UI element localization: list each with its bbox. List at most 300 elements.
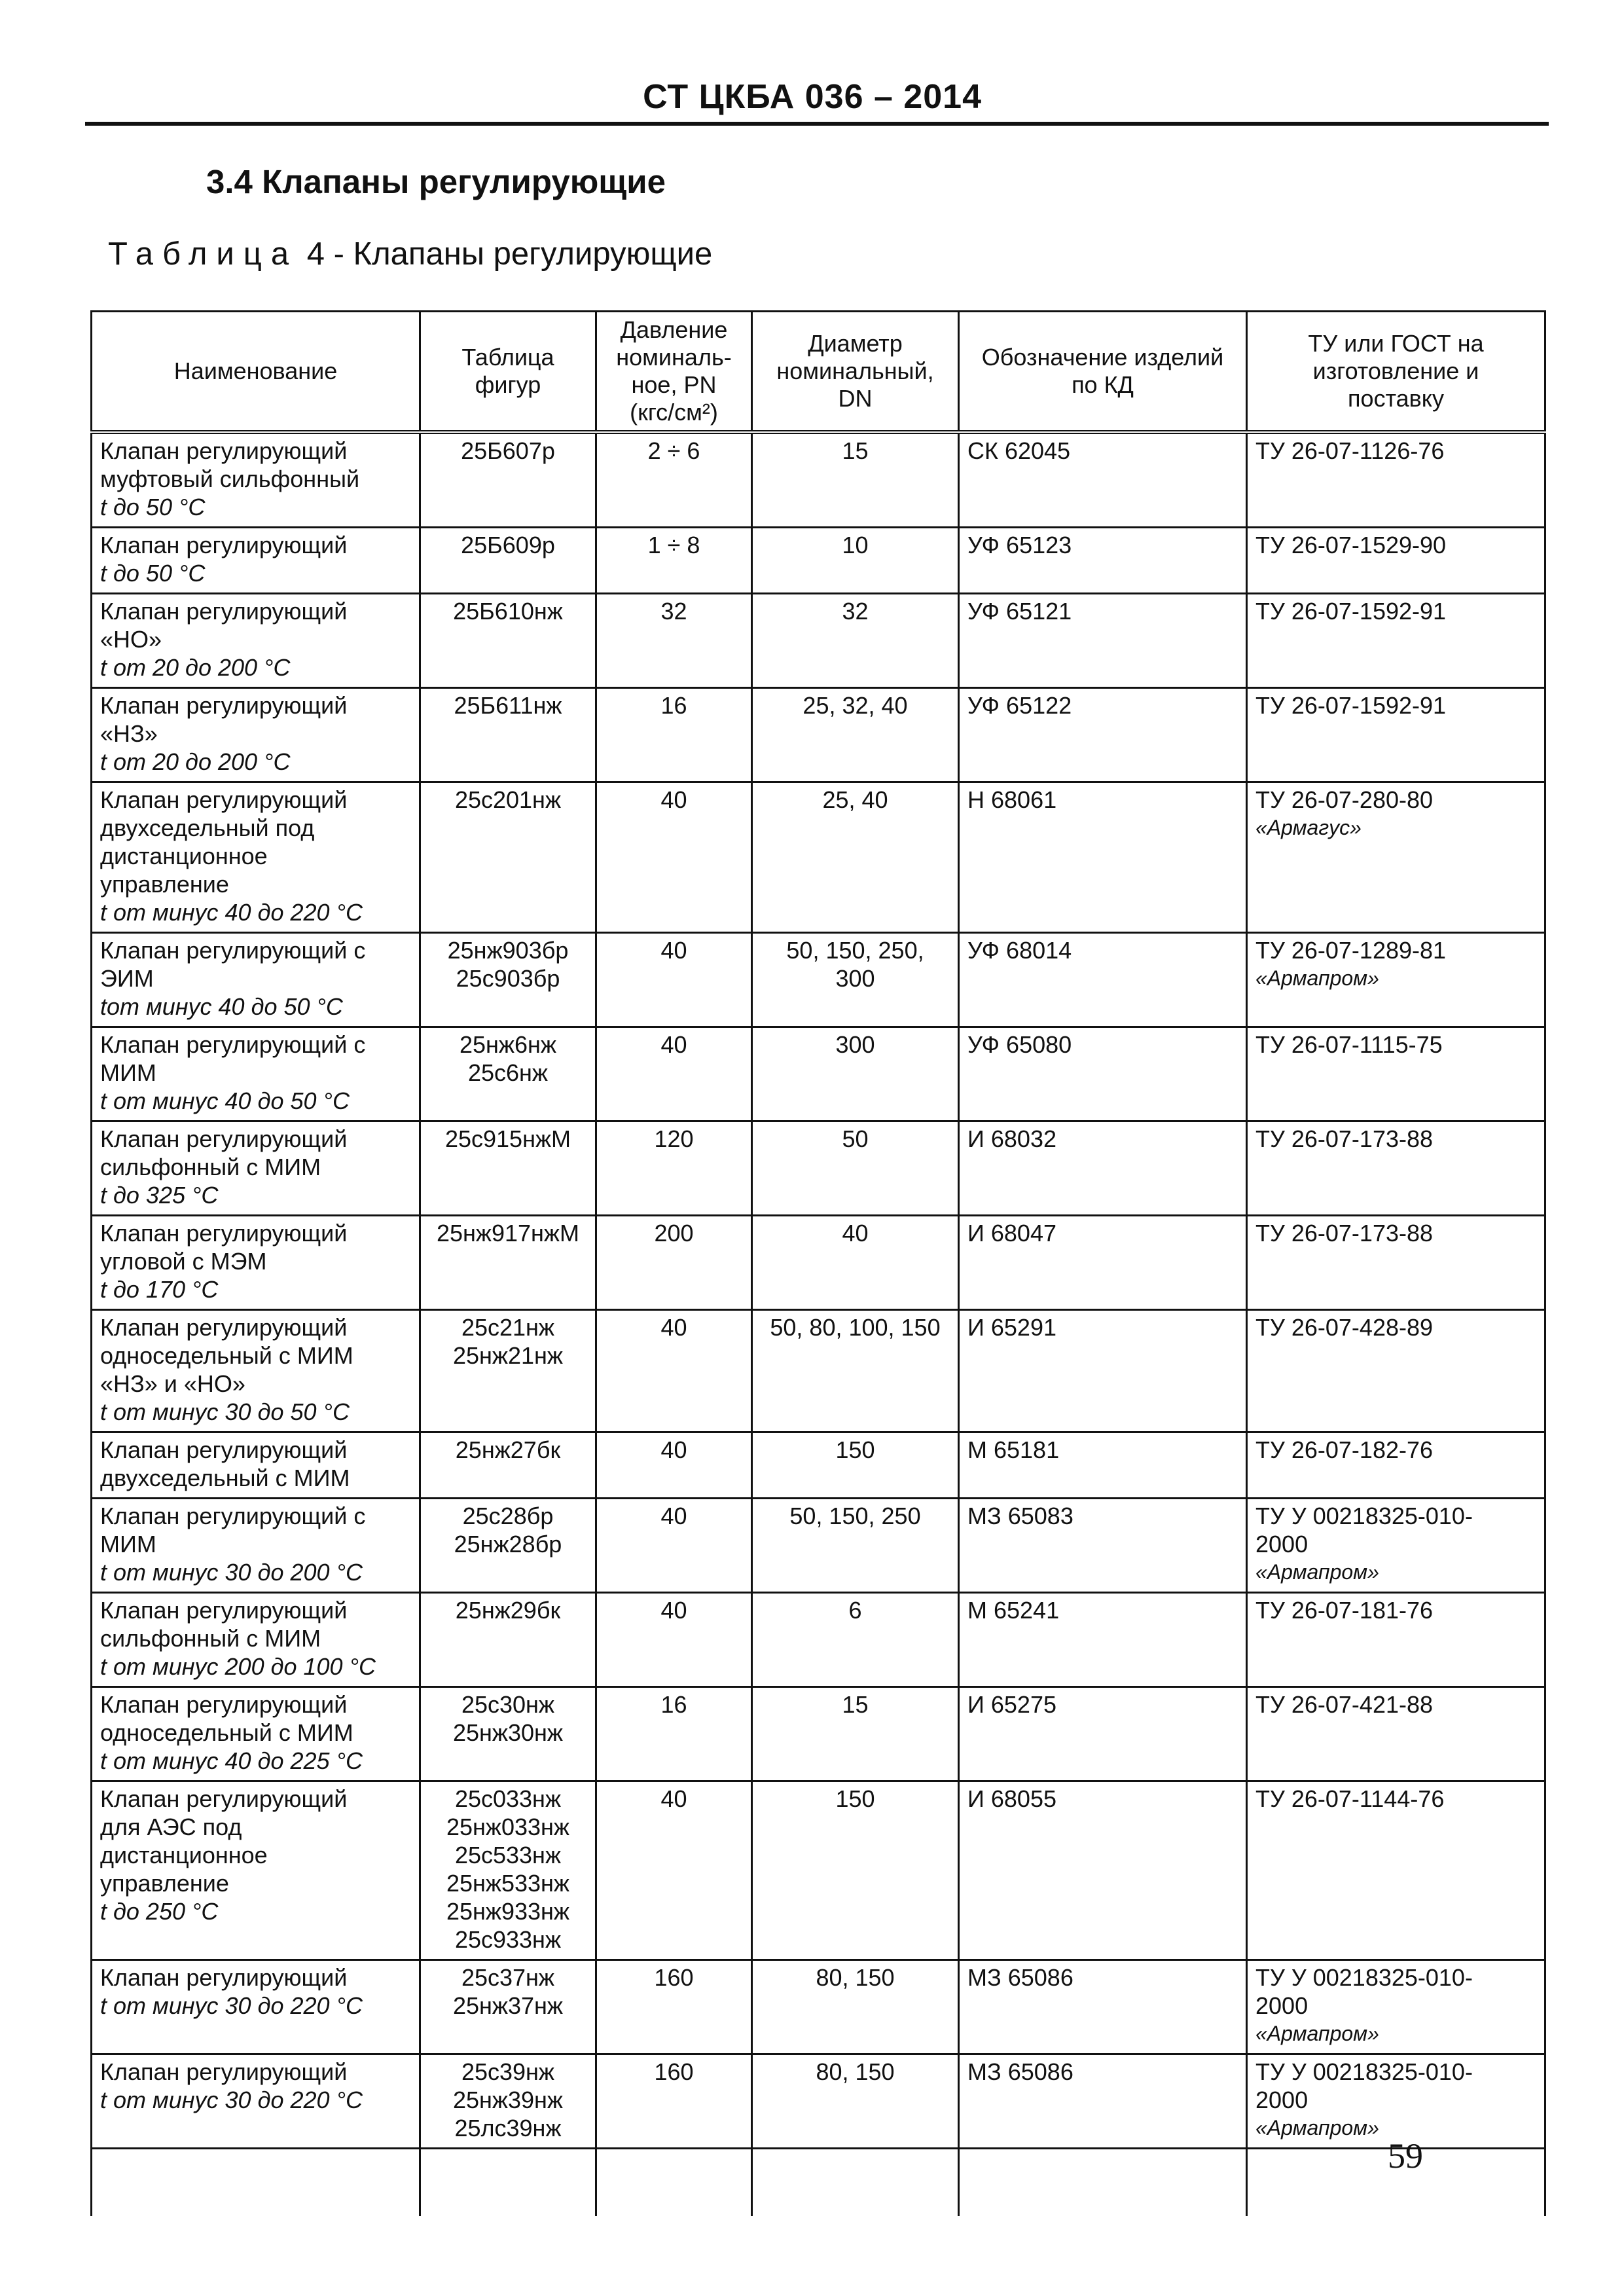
cell-dn [752,2054,959,2149]
figure-code: 25нж033нж [446,1813,570,1840]
valve-name-line: «НЗ» и «НО» [100,1370,245,1397]
cell-designation [959,1310,1247,1432]
cell-dn [752,1027,959,1121]
cell-spec [1247,1310,1545,1432]
header-rule [85,122,1549,126]
cell-figure [420,1593,596,1687]
temperature-range: t от минус 30 до 200 °C [100,1559,363,1586]
continuation-cell [92,2149,420,2217]
table-row [92,1687,1545,1781]
valve-name-line: двухседельный с МИМ [100,1465,350,1491]
cell-spec [1247,1432,1545,1499]
cell-dn [752,782,959,933]
product-designation: И 65291 [967,1314,1056,1341]
cell-spec [1247,432,1545,528]
cell-figure [420,1781,596,1960]
cell-designation [959,688,1247,782]
temperature-range: t от минус 40 до 220 °C [100,899,363,926]
figure-code: 25с033нж [454,1785,562,1812]
table-header-row [92,312,1545,433]
cell-dn [752,1687,959,1781]
section-title: 3.4 Клапаны регулирующие [206,163,666,200]
spec-reference: ТУ 26-07-182-76 [1255,1436,1434,1463]
valve-name-line: Клапан регулирующий [100,1125,348,1152]
figure-code: 25с533нж [454,1842,562,1868]
cell-figure [420,1121,596,1216]
manufacturer: «Армагус» [1255,816,1362,839]
cell-pn [596,1432,752,1499]
figure-code: 25нж28бр [454,1531,562,1558]
nominal-diameter: 10 [842,532,869,558]
product-designation: УФ 65080 [967,1031,1072,1058]
cell-designation [959,1432,1247,1499]
figure-code: 25с915нжМ [444,1125,571,1152]
cell-name [92,1216,420,1310]
cell-pn [596,594,752,688]
table-row [92,594,1545,688]
cell-pn [596,1027,752,1121]
cell-spec [1247,933,1545,1027]
cell-figure [420,432,596,528]
cell-figure [420,688,596,782]
temperature-range: t от минус 40 до 50 °C [100,1087,350,1114]
cell-spec [1247,594,1545,688]
nominal-diameter: 150 [835,1436,875,1463]
valve-name-line: МИМ [100,1531,156,1558]
nominal-diameter: 150 [835,1785,875,1812]
nominal-diameter: 50, 150, 250 [789,1503,921,1529]
product-designation: УФ 65122 [967,692,1072,719]
temperature-range: t от 20 до 200 °C [100,748,291,775]
cell-dn [752,528,959,594]
cell-dn [752,933,959,1027]
product-designation: УФ 65123 [967,532,1072,558]
spec-reference: ТУ 26-07-280-80 [1255,786,1434,813]
nominal-pressure: 120 [654,1125,694,1152]
temperature-range: t от минус 40 до 225 °C [100,1747,363,1774]
nominal-pressure: 40 [660,1031,687,1058]
spec-reference: 2000 [1255,1992,1308,2019]
cell-pn [596,1499,752,1593]
table-row [92,1781,1545,1960]
valve-name-line: Клапан регулирующий [100,1785,348,1812]
cell-name [92,528,420,594]
cell-spec [1247,1960,1545,2054]
header-nominal-pressure: Давление номиналь- ное, PN (кгс/см²) [596,312,752,433]
temperature-range: t от минус 30 до 220 °C [100,1992,363,2019]
figure-code: 25нж21нж [452,1342,563,1369]
nominal-diameter: 6 [848,1597,862,1624]
cell-spec [1247,1499,1545,1593]
cell-pn [596,432,752,528]
valve-name-line: дистанционное [100,1842,268,1868]
cell-designation [959,933,1247,1027]
temperature-range: t до 50 °C [100,560,206,587]
cell-dn [752,1216,959,1310]
nominal-pressure: 40 [660,1785,687,1812]
continuation-cell [596,2149,752,2217]
cell-name [92,594,420,688]
table-row [92,1310,1545,1432]
cell-pn [596,1687,752,1781]
cell-figure [420,594,596,688]
header-figure-table: Таблица фигур [420,312,596,433]
cell-designation [959,1121,1247,1216]
figure-code: 25нж29бк [455,1597,561,1624]
table-continuation-row [92,2149,1545,2217]
nominal-diameter: 32 [842,598,869,625]
valve-name-line: ЭИМ [100,965,154,992]
figure-code: 25нж6нж [460,1031,556,1058]
product-designation: МЗ 65083 [967,1503,1074,1529]
cell-designation [959,594,1247,688]
spec-reference: ТУ 26-07-1115-75 [1255,1031,1443,1058]
cell-name [92,1781,420,1960]
nominal-diameter: 50 [842,1125,869,1152]
cell-designation [959,1960,1247,2054]
figure-code: 25лс39нж [454,2115,562,2141]
figure-code: 25нж917нжМ [436,1220,580,1247]
cell-spec [1247,1781,1545,1960]
spec-reference: 2000 [1255,1531,1308,1558]
nominal-diameter: 25, 40 [822,786,888,813]
valve-name-line: сильфонный с МИМ [100,1625,321,1652]
cell-spec [1247,1027,1545,1121]
continuation-cell [959,2149,1247,2217]
header-name: Наименование [92,312,420,433]
table-row [92,782,1545,933]
valve-name-line: МИМ [100,1059,156,1086]
figure-code: 25с201нж [454,786,562,813]
continuation-cell [420,2149,596,2217]
product-designation: МЗ 65086 [967,2058,1074,2085]
cell-designation [959,1781,1247,1960]
product-designation: МЗ 65086 [967,1964,1074,1991]
cell-dn [752,1781,959,1960]
table-row [92,1216,1545,1310]
valves-table [90,310,1546,2216]
figure-code: 25Б607р [461,437,555,464]
figure-code: 25нж533нж [446,1870,570,1897]
product-designation: СК 62045 [967,437,1071,464]
cell-name [92,782,420,933]
nominal-diameter: 40 [842,1220,869,1247]
nominal-diameter: 300 [835,1031,875,1058]
cell-dn [752,1499,959,1593]
valve-name-line: Клапан регулирующий [100,1691,348,1718]
valve-name-line: угловой с МЭМ [100,1248,267,1275]
cell-designation [959,528,1247,594]
cell-name [92,1593,420,1687]
figure-code: 25нж37нж [452,1992,563,2019]
cell-dn [752,594,959,688]
figure-code: 25Б611нж [454,692,562,719]
cell-pn [596,2054,752,2149]
cell-designation [959,2054,1247,2149]
spec-reference: ТУ 26-07-1592-91 [1255,598,1447,625]
product-designation: И 68032 [967,1125,1056,1152]
cell-figure [420,1432,596,1499]
valve-name-line: Клапан регулирующий [100,1314,348,1341]
cell-figure [420,1687,596,1781]
valve-name-line: Клапан регулирующий [100,692,348,719]
cell-designation [959,432,1247,528]
temperature-range: t до 325 °C [100,1182,219,1209]
valve-name-line: «НО» [100,626,162,653]
cell-designation [959,1593,1247,1687]
figure-code: 25нж903бр [447,937,569,964]
spec-reference: ТУ 26-07-181-76 [1255,1597,1434,1624]
nominal-diameter: 80, 150 [816,1964,895,1991]
valve-name-line: двухседельный под [100,814,315,841]
table-row [92,432,1545,528]
product-designation: И 68047 [967,1220,1056,1247]
nominal-diameter: 25, 32, 40 [803,692,908,719]
cell-designation [959,1027,1247,1121]
nominal-pressure: 16 [660,692,687,719]
cell-designation [959,1499,1247,1593]
spec-reference: ТУ У 00218325-010- [1255,1964,1473,1991]
valve-name-line: Клапан регулирующий с [100,1031,366,1058]
figure-code: 25с6нж [467,1059,549,1086]
spec-reference: ТУ 26-07-173-88 [1255,1125,1434,1152]
valve-name-line: дистанционное [100,843,268,869]
product-designation: УФ 68014 [967,937,1072,964]
nominal-pressure: 40 [660,786,687,813]
figure-code: 25нж30нж [452,1719,563,1746]
nominal-diameter: 15 [842,437,869,464]
cell-name [92,1432,420,1499]
nominal-pressure: 32 [660,598,687,625]
spec-reference: ТУ У 00218325-010- [1255,1503,1473,1529]
table-row [92,1432,1545,1499]
figure-code: 25Б609р [461,532,555,558]
nominal-pressure: 40 [660,1597,687,1624]
figure-code: 25с21нж [461,1314,555,1341]
figure-code: 25нж39нж [452,2086,563,2113]
product-designation: И 65275 [967,1691,1056,1718]
cell-dn [752,1310,959,1432]
spec-reference: ТУ 26-07-1289-81 [1255,937,1447,964]
valve-name-line: односедельный с МИМ [100,1719,353,1746]
spec-reference: ТУ 26-07-421-88 [1255,1691,1434,1718]
cell-figure [420,1960,596,2054]
product-designation: И 68055 [967,1785,1056,1812]
table-caption [108,236,712,272]
manufacturer: «Армапром» [1255,2022,1379,2045]
valve-name-line: Клапан регулирующий [100,786,348,813]
nominal-diameter: 50, 80, 100, 150 [770,1314,941,1341]
cell-name [92,1499,420,1593]
valve-name-line: Клапан регулирующий [100,1436,348,1463]
valve-name-line: сильфонный с МИМ [100,1154,321,1180]
nominal-diameter: 15 [842,1691,869,1718]
valve-name-line: Клапан регулирующий [100,1964,348,1991]
nominal-pressure: 40 [660,937,687,964]
cell-pn [596,1960,752,2054]
continuation-cell [752,2149,959,2217]
cell-pn [596,933,752,1027]
nominal-pressure: 2 ÷ 6 [647,437,700,464]
cell-spec [1247,1216,1545,1310]
figure-code: 25Б610нж [453,598,563,625]
cell-pn [596,1121,752,1216]
cell-pn [596,528,752,594]
cell-figure [420,528,596,594]
cell-spec [1247,2054,1545,2149]
cell-spec [1247,1687,1545,1781]
cell-designation [959,782,1247,933]
spec-reference: ТУ 26-07-1592-91 [1255,692,1447,719]
cell-pn [596,1216,752,1310]
valve-name-line: Клапан регулирующий [100,1597,348,1624]
table-caption-text: 4 - Клапаны регулирующие [306,236,713,272]
cell-name [92,432,420,528]
temperature-range: tот минус 40 до 50 °C [100,993,343,1020]
manufacturer: «Армапром» [1255,2116,1379,2140]
cell-name [92,688,420,782]
spec-reference: 2000 [1255,2086,1308,2113]
cell-figure [420,933,596,1027]
valve-name-line: управление [100,1870,229,1897]
temperature-range: t от минус 200 до 100 °C [100,1653,376,1680]
product-designation: М 65241 [967,1597,1060,1624]
nominal-pressure: 160 [654,2058,694,2085]
nominal-pressure: 16 [660,1691,687,1718]
cell-figure [420,1216,596,1310]
table-body [92,432,1545,2216]
valve-name-line: «НЗ» [100,720,158,747]
figure-code: 25с37нж [461,1964,555,1991]
cell-pn [596,1310,752,1432]
table-row [92,1027,1545,1121]
cell-dn [752,1121,959,1216]
cell-figure [420,1310,596,1432]
cell-spec [1247,782,1545,933]
valve-name-line: Клапан регулирующий с [100,1503,366,1529]
cell-designation [959,1216,1247,1310]
valve-name-line: Клапан регулирующий [100,2058,348,2085]
cell-name [92,1960,420,2054]
table-caption-word: Таблица [108,236,298,272]
cell-spec [1247,1593,1545,1687]
cell-spec [1247,688,1545,782]
temperature-range: t до 50 °C [100,494,206,520]
cell-pn [596,1593,752,1687]
cell-pn [596,782,752,933]
valve-name-line: Клапан регулирующий [100,532,348,558]
cell-dn [752,1593,959,1687]
table-row [92,688,1545,782]
table-row [92,1960,1545,2054]
cell-name [92,933,420,1027]
header-nominal-diameter: Диаметр номинальный, DN [752,312,959,433]
cell-dn [752,1432,959,1499]
nominal-pressure: 40 [660,1436,687,1463]
valve-name-line: управление [100,871,229,898]
table-row [92,1499,1545,1593]
cell-pn [596,688,752,782]
product-designation: М 65181 [967,1436,1060,1463]
product-designation: Н 68061 [967,786,1057,813]
cell-figure [420,782,596,933]
cell-dn [752,432,959,528]
spec-reference: ТУ 26-07-1144-76 [1255,1785,1445,1812]
spec-reference: ТУ 26-07-1529-90 [1255,532,1447,558]
nominal-diameter: 80, 150 [816,2058,895,2085]
cell-name [92,1121,420,1216]
table-row [92,1121,1545,1216]
cell-name [92,2054,420,2149]
valve-name-line: односедельный с МИМ [100,1342,353,1369]
cell-dn [752,688,959,782]
cell-spec [1247,528,1545,594]
nominal-pressure: 40 [660,1314,687,1341]
figure-code: 25нж27бк [455,1436,561,1463]
valve-name-line: муфтовый сильфонный [100,465,360,492]
valve-name-line: Клапан регулирующий [100,437,348,464]
valve-name-line: Клапан регулирующий [100,598,348,625]
table-row [92,2054,1545,2149]
cell-figure [420,1499,596,1593]
cell-figure [420,1027,596,1121]
page-number: 59 [1388,2136,1423,2176]
temperature-range: t от минус 30 до 220 °C [100,2086,363,2113]
figure-code: 25с39нж [461,2058,555,2085]
header-designation: Обозначение изделий по КД [959,312,1247,433]
header-spec: ТУ или ГОСТ на изготовление и поставку [1247,312,1545,433]
cell-name [92,1687,420,1781]
figure-code: 25нж933нж [446,1898,570,1925]
temperature-range: t от минус 30 до 50 °C [100,1398,350,1425]
manufacturer: «Армапром» [1255,1560,1379,1584]
manufacturer: «Армапром» [1255,966,1379,990]
table-row [92,1593,1545,1687]
nominal-diameter: 50, 150, 250, [786,937,924,964]
nominal-pressure: 1 ÷ 8 [647,532,700,558]
spec-reference: ТУ 26-07-173-88 [1255,1220,1434,1247]
figure-code: 25с30нж [461,1691,555,1718]
spec-reference: ТУ У 00218325-010- [1255,2058,1473,2085]
figure-code: 25с28бр [462,1503,554,1529]
cell-name [92,1310,420,1432]
spec-reference: ТУ 26-07-1126-76 [1255,437,1445,464]
nominal-pressure: 160 [654,1964,694,1991]
nominal-pressure: 200 [654,1220,694,1247]
figure-code: 25с933нж [454,1926,562,1953]
valve-name-line: Клапан регулирующий [100,1220,348,1247]
nominal-diameter: 300 [835,965,875,992]
nominal-pressure: 40 [660,1503,687,1529]
temperature-range: t от 20 до 200 °C [100,654,291,681]
cell-pn [596,1781,752,1960]
cell-designation [959,1687,1247,1781]
temperature-range: t до 170 °C [100,1276,219,1303]
table-row [92,933,1545,1027]
temperature-range: t до 250 °C [100,1898,219,1925]
cell-figure [420,2054,596,2149]
valve-name-line: для АЭС под [100,1813,242,1840]
cell-name [92,1027,420,1121]
product-designation: УФ 65121 [967,598,1072,625]
cell-spec [1247,1121,1545,1216]
figure-code: 25с903бр [456,965,560,992]
valve-name-line: Клапан регулирующий с [100,937,366,964]
cell-dn [752,1960,959,2054]
table-row [92,528,1545,594]
spec-reference: ТУ 26-07-428-89 [1255,1314,1434,1341]
document-code-header: СТ ЦКБА 036 – 2014 [643,78,982,116]
